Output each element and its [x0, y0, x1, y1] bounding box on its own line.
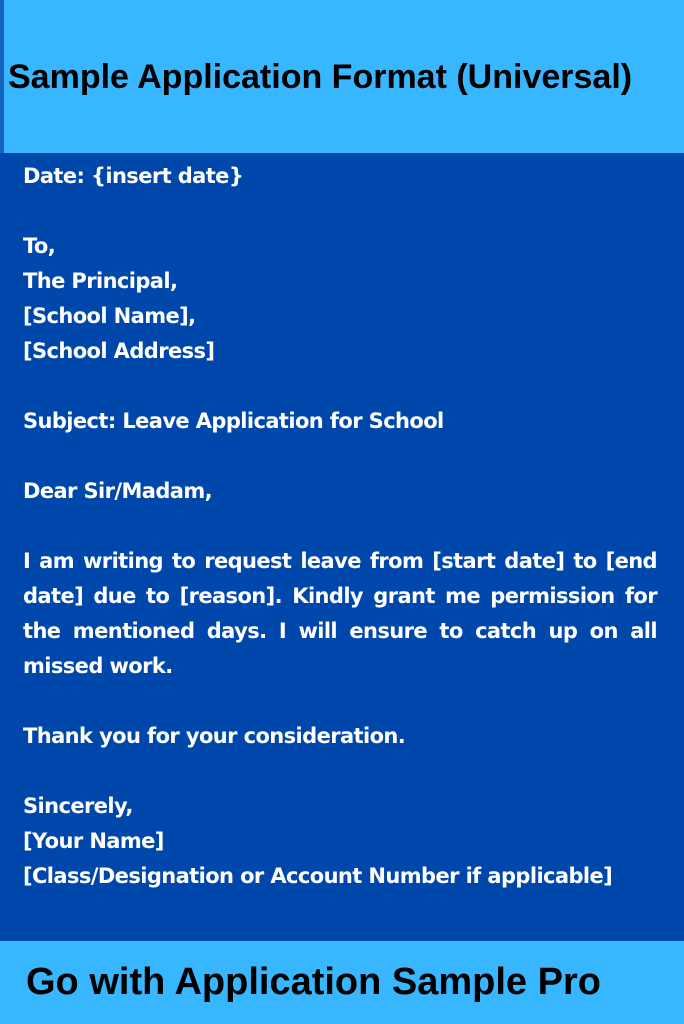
closing-line: Sincerely, — [23, 794, 133, 818]
spacer — [23, 439, 657, 474]
spacer — [23, 509, 657, 544]
date-line: Date: {insert date} — [23, 164, 244, 188]
signature-detail: [Class/Designation or Account Number if applicable] — [23, 864, 613, 888]
to-line: To, — [23, 234, 56, 258]
letter-body — [23, 159, 657, 894]
footer-cta: Go with Application Sample Pro — [26, 961, 601, 1003]
thanks-line: Thank you for your consideration. — [23, 724, 406, 748]
spacer — [23, 684, 657, 719]
spacer — [23, 754, 657, 789]
header-banner — [0, 0, 684, 153]
subject-line: Subject: Leave Application for School — [23, 409, 444, 433]
page-title: Sample Application Format (Universal) — [8, 58, 633, 96]
signature-name: [Your Name] — [23, 829, 164, 853]
salutation-line: Dear Sir/Madam, — [23, 479, 212, 503]
school-address-line: [School Address] — [23, 339, 215, 363]
spacer — [23, 194, 657, 229]
spacer — [23, 369, 657, 404]
body-paragraph: I am writing to request leave from [start date] to [end date] due to [reason]. Kindly grant me permission for the mentioned days. I will ensure to catch up on all missed work. — [23, 549, 657, 678]
footer-banner — [0, 941, 684, 1024]
recipient-line: The Principal, — [23, 269, 178, 293]
school-name-line: [School Name], — [23, 304, 196, 328]
